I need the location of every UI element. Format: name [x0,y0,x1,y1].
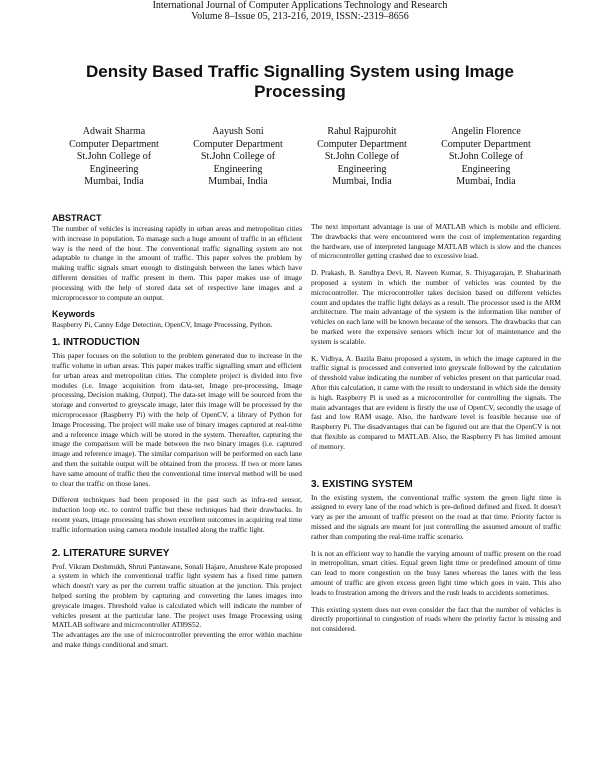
author-place: Mumbai, India [456,176,516,188]
left-column [52,213,302,657]
author-name: Aayush Soni [212,126,264,137]
keywords-text: Raspberry Pi, Canny Edge Detection, OpenCV, Image Processing, Python. [52,320,273,330]
intro-heading: 1. INTRODUCTION [52,337,140,349]
author-college: St.John College of [76,151,152,163]
intro-paragraph: This paper focuses on the solution to the problem generated due to increase in the traffic volume in urban areas. This paper makes traffic signalling smart and efficient for urban areas and metropolitan cities. The complete project is divided into five modules (i.e. Image acquisition from data-set, Image pre-processing, Image processing, Decision making, Output). The data-set image will be sourced from the storage and converted to greyscale image, later this image will be processed by the microprocessor (Raspberry Pi) with the help of OpenCV, a library of Python for Image Processing. The project will make use of binary images captured at real-time and a reference image which will be stored in the system. Thereafter, capturing the image the comparison will be made between the two binary images (i.e. captured image and reference image). The similar comparison will be performed on each lane and then the suitable output will be obtained from the process. If two or more lanes have same amount of traffic then the conventional time interval method will be used to clear the traffic on those lanes. [52,351,302,488]
author-place: Mumbai, India [208,176,268,188]
author-place: Mumbai, India [332,176,392,188]
right-column [311,222,561,641]
author-name: Rahul Rajpurohit [327,126,397,137]
author-block [300,126,424,189]
author-list [52,126,548,189]
author-dept: Computer Department [193,138,283,150]
abstract-heading: ABSTRACT [52,213,102,223]
keywords-heading: Keywords [52,309,96,320]
body-paragraph: The next important advantage is use of MATLAB which is mobile and efficient. The drawbacks that were encountered were the cost of implementation regarding the hardware, use of interpreted language MATLAB which is slow and the chances of microcontroller getting crashed due to excessive load. [311,222,561,261]
journal-name: International Journal of Computer Applications Technology and Research [152,0,448,11]
author-name: Adwait Sharma [82,126,146,137]
intro-paragraph-2: Different techniques had been proposed in the past such as infra-red sensor, induction loop etc. to control traffic but these techniques had their drawbacks. In recent years, image processing has shown excellent outcomes in acquiring real time traffic information using camera module installed along the traffic light. [52,495,302,534]
author-college: St.John College of [448,151,524,163]
existing-system-heading: 3. EXISTING SYSTEM [311,478,413,490]
author-college-2: Engineering [213,163,263,175]
body-paragraph: K. Vidhya, A. Bazila Banu proposed a system, in which the image captured in the traffic signal is processed and converted into greyscale followed by the calculation of threshold value indicating the number of vehicles present on that particular road. After this calculation, it came with the result to understand in which side the density is high. Raspberry Pi is used as a microcontroller for controlling the signals. The main advantages that are evident is firstly the use of OpenCV, secondly the usage of fast and low RAM usage. Also, the hardware level is feasible because use of Raspberry Pi. The disadvantages that can be figured out are that the OpenCV is not that flexible as compared to MATLAB. Also, the Raspberry Pi has limited amount of memory. [311,353,561,451]
body-paragraph: D. Prakash, B. Sandhya Devi, R. Naveen Kumar, S. Thiyagarajan, P. Shabarinath proposed a system in which the number of vehicles was counted by the microcontroller. The microcontroller takes decision based on different vehicles count and updates the traffic light delays as a result. The processor used is the ARM architecture. The main advantage of the system is the information like number of vehicles on each lane will be known because of the sensors. The drawbacks that can be marked were the expensive sensors which incur lot of maintenance and the system is scalable. [311,268,561,346]
author-college-2: Engineering [89,163,139,175]
journal-header [0,0,600,22]
literature-paragraph-2: The advantages are the use of microcontroller preventing the error within machine and make things conditional and smart. [52,630,302,649]
author-place: Mumbai, India [84,176,144,188]
existing-paragraph: In the existing system, the conventional traffic system the green light time is assigned to every lane of the road which is pre-defined defined and fixed. It doesn't vary as per the amount of traffic present on the road at that time. Priority factor is missed and the signals are meant for just controlling the assumed amount of traffic rather than computing the real-time traffic scenario. [311,492,561,541]
author-college: St.John College of [324,151,400,163]
literature-heading: 2. LITERATURE SURVEY [52,547,170,559]
literature-paragraph: Prof. Vikram Deshmukh, Shruti Pantawane, Sonali Hajare, Anushree Kale proposed a system in which the conventional traffic light system has a fixed time pattern which doesn't vary as per the current traffic situation at the junction. This project helped sorting the problem by capturing and converting the lanes images into greyscale images. Threshold value is calculated which will indicate the number of vehicles present at the particular lane. The project uses Image Processing using MATLAB software and microcontroller AT89S52. [52,561,302,630]
journal-volume: Volume 8–Issue 05, 213-216, 2019, ISSN:-2319–8656 [191,11,409,22]
existing-paragraph: This existing system does not even consider the fact that the number of vehicles is directly proportional to congestion of roads where the priority factor is missing and not considered. [311,604,561,634]
author-dept: Computer Department [317,138,407,150]
author-college-2: Engineering [337,163,387,175]
author-college-2: Engineering [461,163,511,175]
existing-paragraph: It is not an efficient way to handle the varying amount of traffic present on the road in metropolitan, smart cities. Equal green light time or predefined amount of time can lead to more congestion on the busy lanes whereas the lanes with the less amount of traffic are given excess green light time which goes in vain. This also leads to frustration among the drivers and the rush leads to accidents sometimes. [311,548,561,597]
author-name: Angelin Florence [451,126,521,137]
paper-title: Density Based Traffic Signalling System using Image Processing [86,62,514,101]
author-dept: Computer Department [69,138,159,150]
author-block [52,126,176,189]
author-college: St.John College of [200,151,276,163]
author-dept: Computer Department [441,138,531,150]
author-block [424,126,548,189]
author-block [176,126,300,189]
abstract-text: The number of vehicles is increasing rapidly in urban areas and metropolitan cities with increase in population. To manage such a huge amount of traffic in an efficient way is the need of the hour. The conventional traffic signalling system are not adaptable to change in the amount of traffic. This paper solves the problem by making traffic signals smart enough to distinguish between the lanes which have different densities of traffic present in them. This paper makes use of image processing with the help of stored data set of respective lane images and a microprocessor to compute an output. [52,224,302,302]
